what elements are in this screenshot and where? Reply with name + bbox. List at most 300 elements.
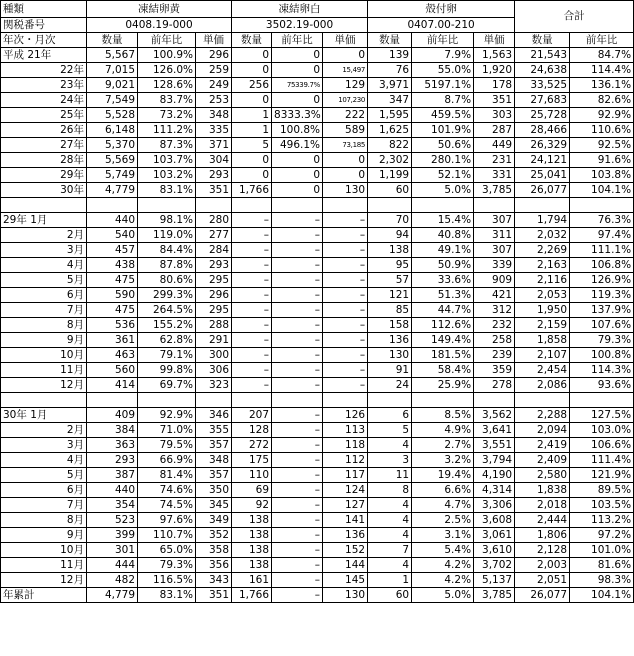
value-cell: 127 — [323, 498, 368, 513]
value-cell: – — [272, 528, 323, 543]
type-label: 種類 — [1, 1, 87, 18]
value-cell: 103.8% — [570, 168, 634, 183]
value-cell: 91 — [368, 363, 412, 378]
value-cell: 295 — [196, 303, 232, 318]
table-row — [1, 513, 634, 528]
empty-cell — [570, 393, 634, 408]
period-cell: 29年 1月 — [1, 213, 87, 228]
value-cell: 349 — [196, 513, 232, 528]
value-cell: – — [272, 543, 323, 558]
value-cell: 2,128 — [515, 543, 570, 558]
value-cell: – — [323, 333, 368, 348]
value-cell: 181.5% — [412, 348, 474, 363]
value-cell: 5.0% — [412, 183, 474, 198]
value-cell: – — [232, 348, 272, 363]
value-cell: 75339.7% — [272, 78, 323, 93]
value-cell: 87.3% — [138, 138, 196, 153]
value-cell: 175 — [232, 453, 272, 468]
value-cell: 300 — [196, 348, 232, 363]
value-cell: 101.9% — [412, 123, 474, 138]
value-cell: 103.5% — [570, 498, 634, 513]
value-cell: 121.9% — [570, 468, 634, 483]
period-cell: 7月 — [1, 498, 87, 513]
value-cell: 3,641 — [474, 423, 515, 438]
period-cell: 平成 21年 — [1, 48, 87, 63]
empty-cell — [515, 393, 570, 408]
value-cell: 361 — [87, 333, 138, 348]
value-cell: 2.7% — [412, 438, 474, 453]
value-cell: 76 — [368, 63, 412, 78]
value-cell: 4.9% — [412, 423, 474, 438]
value-cell: 74.6% — [138, 483, 196, 498]
value-cell: 15.4% — [412, 213, 474, 228]
value-cell: 161 — [232, 573, 272, 588]
value-cell: 259 — [196, 63, 232, 78]
empty-cell — [1, 198, 87, 213]
value-cell: 55.0% — [412, 63, 474, 78]
table-row — [1, 108, 634, 123]
period-cell: 24年 — [1, 93, 87, 108]
value-cell: 93.6% — [570, 378, 634, 393]
value-cell: 5,567 — [87, 48, 138, 63]
value-cell: – — [323, 243, 368, 258]
value-cell: 28,466 — [515, 123, 570, 138]
value-cell: 4 — [368, 498, 412, 513]
period-cell: 10月 — [1, 348, 87, 363]
table-row — [1, 498, 634, 513]
value-cell: 139 — [368, 48, 412, 63]
empty-cell — [474, 393, 515, 408]
value-cell: 0 — [272, 63, 323, 78]
value-cell: 3,562 — [474, 408, 515, 423]
value-cell: – — [323, 258, 368, 273]
value-cell: 589 — [323, 123, 368, 138]
value-cell: 399 — [87, 528, 138, 543]
period-cell: 28年 — [1, 153, 87, 168]
table-row — [1, 453, 634, 468]
value-cell: 126.9% — [570, 273, 634, 288]
value-cell: 1,806 — [515, 528, 570, 543]
value-cell: 136 — [323, 528, 368, 543]
value-cell: 178 — [474, 78, 515, 93]
value-cell: 11 — [368, 468, 412, 483]
value-cell: 463 — [87, 348, 138, 363]
period-cell: 12月 — [1, 378, 87, 393]
value-cell: – — [272, 588, 323, 603]
value-cell: 339 — [474, 258, 515, 273]
value-cell: 3,608 — [474, 513, 515, 528]
table-row — [1, 243, 634, 258]
value-cell: 5,370 — [87, 138, 138, 153]
period-cell: 5月 — [1, 273, 87, 288]
value-cell: – — [272, 498, 323, 513]
value-cell: 26,077 — [515, 183, 570, 198]
value-cell: 523 — [87, 513, 138, 528]
value-cell: 1,595 — [368, 108, 412, 123]
value-cell: 0 — [272, 183, 323, 198]
value-cell: 24 — [368, 378, 412, 393]
value-cell: 351 — [196, 588, 232, 603]
value-cell: 2,018 — [515, 498, 570, 513]
value-cell: 25,728 — [515, 108, 570, 123]
value-cell: – — [232, 258, 272, 273]
value-cell: 5,528 — [87, 108, 138, 123]
table-row — [1, 303, 634, 318]
value-cell: 444 — [87, 558, 138, 573]
period-cell: 2月 — [1, 423, 87, 438]
value-cell: 85 — [368, 303, 412, 318]
value-cell: 280 — [196, 213, 232, 228]
value-cell: 24,121 — [515, 153, 570, 168]
value-cell: – — [272, 273, 323, 288]
value-cell: 3.1% — [412, 528, 474, 543]
column-header: 前年比 — [272, 33, 323, 48]
value-cell: 1,950 — [515, 303, 570, 318]
value-cell: 306 — [196, 363, 232, 378]
value-cell: 272 — [232, 438, 272, 453]
period-cell: 4月 — [1, 453, 87, 468]
value-cell: 144 — [323, 558, 368, 573]
value-cell: 0 — [323, 168, 368, 183]
value-cell: 79.3% — [570, 333, 634, 348]
value-cell: 110.7% — [138, 528, 196, 543]
value-cell: 138 — [368, 243, 412, 258]
value-cell: 249 — [196, 78, 232, 93]
value-cell: 2,302 — [368, 153, 412, 168]
value-cell: 284 — [196, 243, 232, 258]
value-cell: 73.2% — [138, 108, 196, 123]
value-cell: 459.5% — [412, 108, 474, 123]
table-row — [1, 543, 634, 558]
value-cell: 114.3% — [570, 363, 634, 378]
period-cell: 30年 1月 — [1, 408, 87, 423]
period-cell: 6月 — [1, 483, 87, 498]
value-cell: 355 — [196, 423, 232, 438]
table-row — [1, 288, 634, 303]
value-cell: 130 — [323, 183, 368, 198]
value-cell: 71.0% — [138, 423, 196, 438]
value-cell: – — [272, 438, 323, 453]
value-cell: 5 — [368, 423, 412, 438]
value-cell: 5.4% — [412, 543, 474, 558]
value-cell: – — [272, 423, 323, 438]
value-cell: 5197.1% — [412, 78, 474, 93]
period-cell: 11月 — [1, 558, 87, 573]
value-cell: – — [232, 213, 272, 228]
value-cell: – — [232, 318, 272, 333]
value-cell: 6.6% — [412, 483, 474, 498]
period-cell: 7月 — [1, 303, 87, 318]
value-cell: 343 — [196, 573, 232, 588]
value-cell: 70 — [368, 213, 412, 228]
value-cell: 2,288 — [515, 408, 570, 423]
value-cell: 33,525 — [515, 78, 570, 93]
value-cell: 2.5% — [412, 513, 474, 528]
spacer-row — [1, 198, 634, 213]
value-cell: 113.2% — [570, 513, 634, 528]
value-cell: 387 — [87, 468, 138, 483]
value-cell: 84.4% — [138, 243, 196, 258]
value-cell: 2,094 — [515, 423, 570, 438]
value-cell: 280.1% — [412, 153, 474, 168]
value-cell: 111.1% — [570, 243, 634, 258]
table-row — [1, 558, 634, 573]
value-cell: 83.1% — [138, 183, 196, 198]
value-cell: 114.4% — [570, 63, 634, 78]
value-cell: 111.4% — [570, 453, 634, 468]
value-cell: – — [232, 303, 272, 318]
value-cell: 83.7% — [138, 93, 196, 108]
value-cell: 2,053 — [515, 288, 570, 303]
value-cell: 350 — [196, 483, 232, 498]
value-cell: 3,785 — [474, 588, 515, 603]
value-cell: – — [272, 573, 323, 588]
value-cell: 0 — [272, 48, 323, 63]
value-cell: – — [272, 558, 323, 573]
value-cell: 363 — [87, 438, 138, 453]
table-row — [1, 348, 634, 363]
value-cell: 1,838 — [515, 483, 570, 498]
period-cell: 26年 — [1, 123, 87, 138]
value-cell: 421 — [474, 288, 515, 303]
value-cell: 116.5% — [138, 573, 196, 588]
value-cell: 104.1% — [570, 588, 634, 603]
column-header: 前年比 — [412, 33, 474, 48]
value-cell: 100.8% — [272, 123, 323, 138]
value-cell: 2,116 — [515, 273, 570, 288]
value-cell: 69 — [232, 483, 272, 498]
value-cell: 482 — [87, 573, 138, 588]
value-cell: 4,779 — [87, 183, 138, 198]
period-column-header: 年次・月次 — [1, 33, 87, 48]
period-cell: 23年 — [1, 78, 87, 93]
period-cell: 3月 — [1, 438, 87, 453]
table-row — [1, 333, 634, 348]
value-cell: 560 — [87, 363, 138, 378]
value-cell: 25.9% — [412, 378, 474, 393]
value-cell: 9,021 — [87, 78, 138, 93]
value-cell: 65.0% — [138, 543, 196, 558]
value-cell: 137.9% — [570, 303, 634, 318]
product-shell-egg: 殻付卵 — [368, 1, 515, 18]
value-cell: 2,003 — [515, 558, 570, 573]
value-cell: 7 — [368, 543, 412, 558]
value-cell: 152 — [323, 543, 368, 558]
table-row — [1, 573, 634, 588]
value-cell: 231 — [474, 153, 515, 168]
table-row — [1, 63, 634, 78]
empty-cell — [87, 198, 138, 213]
value-cell: 92.9% — [138, 408, 196, 423]
value-cell: 207 — [232, 408, 272, 423]
value-cell: 2,086 — [515, 378, 570, 393]
value-cell: 348 — [196, 453, 232, 468]
empty-cell — [272, 393, 323, 408]
value-cell: 1 — [368, 573, 412, 588]
value-cell: 2,409 — [515, 453, 570, 468]
table-row — [1, 48, 634, 63]
value-cell: 296 — [196, 288, 232, 303]
value-cell: 1,199 — [368, 168, 412, 183]
column-header: 単価 — [474, 33, 515, 48]
value-cell: 347 — [368, 93, 412, 108]
value-cell: 19.4% — [412, 468, 474, 483]
value-cell: – — [272, 258, 323, 273]
value-cell: 299.3% — [138, 288, 196, 303]
value-cell: 92.9% — [570, 108, 634, 123]
value-cell: – — [232, 378, 272, 393]
value-cell: 304 — [196, 153, 232, 168]
value-cell: – — [272, 408, 323, 423]
value-cell: 1 — [232, 108, 272, 123]
value-cell: 87.8% — [138, 258, 196, 273]
value-cell: 24,638 — [515, 63, 570, 78]
value-cell: 100.9% — [138, 48, 196, 63]
value-cell: 5.0% — [412, 588, 474, 603]
column-header: 数量 — [368, 33, 412, 48]
value-cell: 27,683 — [515, 93, 570, 108]
value-cell: 91.6% — [570, 153, 634, 168]
value-cell: 4 — [368, 558, 412, 573]
value-cell: 103.0% — [570, 423, 634, 438]
value-cell: 155.2% — [138, 318, 196, 333]
value-cell: 33.6% — [412, 273, 474, 288]
value-cell: 4,779 — [87, 588, 138, 603]
value-cell: 2,419 — [515, 438, 570, 453]
value-cell: 44.7% — [412, 303, 474, 318]
value-cell: 84.7% — [570, 48, 634, 63]
period-cell: 29年 — [1, 168, 87, 183]
value-cell: 69.7% — [138, 378, 196, 393]
value-cell: 288 — [196, 318, 232, 333]
value-cell: 5,749 — [87, 168, 138, 183]
tariff-code-yolk: 0408.19-000 — [87, 18, 232, 33]
value-cell: 0 — [323, 48, 368, 63]
value-cell: 50.6% — [412, 138, 474, 153]
value-cell: 94 — [368, 228, 412, 243]
value-cell: 113 — [323, 423, 368, 438]
value-cell: – — [272, 348, 323, 363]
value-cell: 1,794 — [515, 213, 570, 228]
value-cell: 232 — [474, 318, 515, 333]
product-frozen-white: 凍結卵白 — [232, 1, 368, 18]
value-cell: 2,051 — [515, 573, 570, 588]
value-cell: – — [323, 213, 368, 228]
period-cell: 27年 — [1, 138, 87, 153]
value-cell: 371 — [196, 138, 232, 153]
value-cell: 121 — [368, 288, 412, 303]
value-cell: 4,190 — [474, 468, 515, 483]
value-cell: – — [272, 333, 323, 348]
value-cell: 3.2% — [412, 453, 474, 468]
value-cell: 98.3% — [570, 573, 634, 588]
empty-cell — [570, 198, 634, 213]
period-cell: 8月 — [1, 318, 87, 333]
tariff-code-label: 関税番号 — [1, 18, 87, 33]
value-cell: 335 — [196, 123, 232, 138]
value-cell: 138 — [232, 513, 272, 528]
value-cell: 5,569 — [87, 153, 138, 168]
empty-cell — [368, 393, 412, 408]
value-cell: 104.1% — [570, 183, 634, 198]
column-header: 数量 — [515, 33, 570, 48]
value-cell: 103.2% — [138, 168, 196, 183]
value-cell: 0 — [272, 168, 323, 183]
value-cell: 79.5% — [138, 438, 196, 453]
table-row — [1, 183, 634, 198]
value-cell: 50.9% — [412, 258, 474, 273]
value-cell: 100.8% — [570, 348, 634, 363]
value-cell: 2,580 — [515, 468, 570, 483]
empty-cell — [323, 393, 368, 408]
value-cell: 97.2% — [570, 528, 634, 543]
value-cell: 106.6% — [570, 438, 634, 453]
value-cell: 222 — [323, 108, 368, 123]
value-cell: 253 — [196, 93, 232, 108]
value-cell: 331 — [474, 168, 515, 183]
period-cell: 8月 — [1, 513, 87, 528]
empty-cell — [87, 393, 138, 408]
empty-cell — [412, 393, 474, 408]
value-cell: 301 — [87, 543, 138, 558]
value-cell: 351 — [474, 93, 515, 108]
value-cell: 58.4% — [412, 363, 474, 378]
value-cell: 57 — [368, 273, 412, 288]
empty-cell — [138, 393, 196, 408]
table-row — [1, 483, 634, 498]
empty-cell — [474, 198, 515, 213]
value-cell: 0 — [232, 93, 272, 108]
value-cell: 278 — [474, 378, 515, 393]
value-cell: 138 — [232, 558, 272, 573]
value-cell: 7,015 — [87, 63, 138, 78]
value-cell: 111.2% — [138, 123, 196, 138]
value-cell: 3,702 — [474, 558, 515, 573]
value-cell: 128.6% — [138, 78, 196, 93]
value-cell: – — [272, 303, 323, 318]
value-cell: – — [323, 228, 368, 243]
value-cell: 4 — [368, 528, 412, 543]
table-row — [1, 123, 634, 138]
empty-cell — [196, 393, 232, 408]
value-cell: 3,794 — [474, 453, 515, 468]
value-cell: 145 — [323, 573, 368, 588]
value-cell: 438 — [87, 258, 138, 273]
value-cell: 291 — [196, 333, 232, 348]
table-row — [1, 363, 634, 378]
value-cell: 4.2% — [412, 573, 474, 588]
table-row — [1, 168, 634, 183]
value-cell: 101.0% — [570, 543, 634, 558]
header-row-columns — [1, 33, 634, 48]
column-header: 単価 — [323, 33, 368, 48]
value-cell: 81.6% — [570, 558, 634, 573]
table-row — [1, 273, 634, 288]
value-cell: 40.8% — [412, 228, 474, 243]
value-cell: 8 — [368, 483, 412, 498]
period-cell: 30年 — [1, 183, 87, 198]
value-cell: 81.4% — [138, 468, 196, 483]
value-cell: 6,148 — [87, 123, 138, 138]
value-cell: 7.9% — [412, 48, 474, 63]
table-row — [1, 378, 634, 393]
total-header: 合計 — [515, 1, 634, 33]
value-cell: 0 — [232, 63, 272, 78]
value-cell: – — [323, 288, 368, 303]
value-cell: 26,077 — [515, 588, 570, 603]
table-row — [1, 468, 634, 483]
value-cell: 312 — [474, 303, 515, 318]
